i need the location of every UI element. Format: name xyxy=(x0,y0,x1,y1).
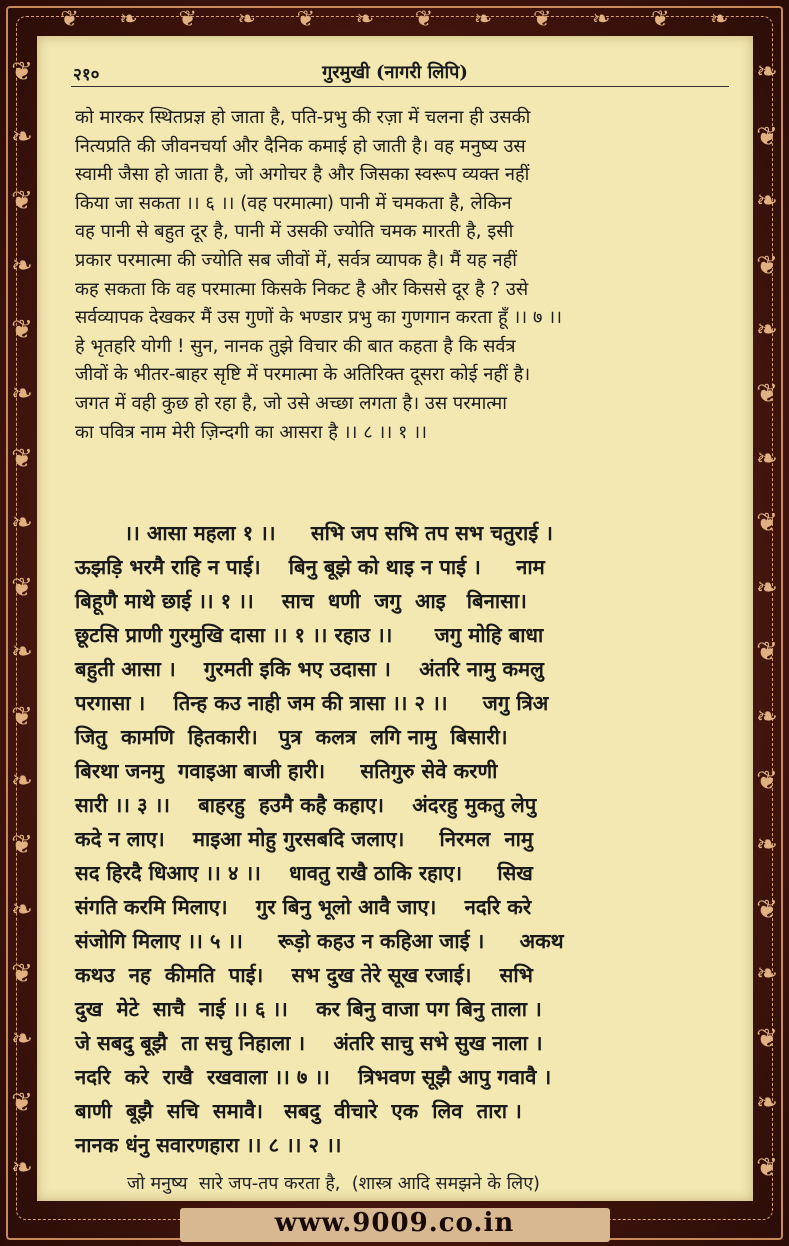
verse-line: बहुती आसा । गुरमती इकि भए उदासा । अंतरि नामु कमलु xyxy=(75,657,544,681)
verse-line: ।। आसा महला १ ।। सभि जप सभि तप सभ चतुराई । xyxy=(75,521,553,545)
scroll-ornament-icon: ❦ xyxy=(756,508,778,539)
scroll-ornament-icon: ❦ xyxy=(11,443,33,474)
verse-line: कदे न लाए। माइआ मोहु गुरसबदि जलाए। निरमल नामु xyxy=(75,827,533,851)
scroll-ornament-icon: ❧ xyxy=(11,766,33,797)
scroll-ornament-icon: ❧ xyxy=(710,6,729,32)
prose-line: जीवों के भीतर-बाहर सृष्टि में परमात्मा के अतिरिक्त दूसरा कोई नहीं है। xyxy=(75,364,531,386)
prose-line: स्वामी जैसा हो जाता है, जो अगोचर है और जिसका स्वरूप व्यक्त नहीं xyxy=(75,164,530,186)
scroll-ornament-icon: ❧ xyxy=(11,1152,33,1183)
scroll-ornament-icon: ❦ xyxy=(11,1088,33,1119)
scroll-ornament-icon: ❧ xyxy=(473,6,493,32)
scroll-ornament-icon: ❧ xyxy=(756,701,778,732)
scroll-ornament-icon: ❧ xyxy=(756,1088,778,1119)
prose-line: जगत में वही कुछ हो रहा है, जो उसे अच्छा लगता है। उस परमात्मा xyxy=(75,392,507,414)
verse-line: दुख मेटे साचै नाई ।। ६ ।। कर बिनु वाजा पग बिनु ताला । xyxy=(75,997,542,1021)
verse-line: बिहूणै माथे छाई ।। १ ।। साच धणी जगु आइ बिनासा। xyxy=(75,589,527,613)
scroll-ornament-icon: ❧ xyxy=(11,508,33,539)
prose-line: कह सकता कि वह परमात्मा किसके निकट है और किससे दूर है ? उसे xyxy=(75,278,529,300)
scroll-ornament-icon: ❦ xyxy=(11,701,33,732)
scroll-ornament-icon: ❦ xyxy=(756,637,778,668)
verse-line: जितु कामणि हितकारी। पुत्र कलत्र लगि नामु बिसारी। xyxy=(75,725,508,749)
scroll-ornament-icon: ❦ xyxy=(11,830,33,861)
scroll-ornament-icon: ❦ xyxy=(756,250,778,281)
scroll-ornament-icon: ❦ xyxy=(11,186,33,217)
scripture-verse xyxy=(75,516,739,1162)
scroll-ornament-icon: ❧ xyxy=(355,6,375,32)
scroll-ornament-icon: ❧ xyxy=(119,6,138,32)
frame-left-ornaments xyxy=(8,40,36,1200)
verse-line: छूटसि प्राणी गुरमुखि दासा ।। १ ।। रहाउ ।। जगु मोहि बाधा xyxy=(75,623,544,647)
scroll-ornament-icon: ❧ xyxy=(11,250,33,281)
scroll-ornament-icon: ❧ xyxy=(756,443,778,474)
scroll-ornament-icon: ❦ xyxy=(11,959,33,990)
commentary-text xyxy=(75,104,729,447)
verse-line: सारी ।। ३ ।। बाहरहु हउमै कहै कहाए। अंदरहु मुकतु लेपु xyxy=(75,793,537,817)
verse-line: संजोगि मिलाए ।। ५ ।। रूड़ो कहउ न कहिआ जाई । अकथ xyxy=(75,929,564,953)
running-title: गुरमुखी (नागरी लिपि) xyxy=(322,62,468,83)
scroll-ornament-icon: ❦ xyxy=(756,1023,778,1054)
prose-line: को मारकर स्थितप्रज्ञ हो जाता है, पति-प्रभु की रज़ा में चलना ही उसकी xyxy=(75,107,531,128)
scroll-ornament-icon: ❧ xyxy=(756,572,778,603)
scroll-ornament-icon: ❧ xyxy=(11,894,33,925)
prose-line: किया जा सकता ।। ६ ।। (वह परमात्मा) पानी में चमकता है, लेकिन xyxy=(75,192,512,214)
scroll-ornament-icon: ❦ xyxy=(60,6,79,32)
verse-line: नानक धंनु सवारणहारा ।। ८ ।। २ ।। xyxy=(75,1133,342,1157)
frame-top-ornaments xyxy=(40,6,749,32)
prose-line: का पवित्र नाम मेरी ज़िन्दगी का आसरा है ।। ८ ।। १ ।। xyxy=(75,421,428,443)
site-url[interactable]: www.9009.co.in xyxy=(274,1208,515,1238)
scroll-ornament-icon: ❦ xyxy=(11,314,33,345)
verse-line: कथउ नह कीमति पाई। सभ दुख तेरे सूख रजाई। सभि xyxy=(75,963,533,987)
scroll-ornament-icon: ❦ xyxy=(756,379,778,410)
prose-line: नित्यप्रति की जीवनचर्या और दैनिक कमाई हो जाती है। वह मनुष्य उस xyxy=(75,135,526,157)
scroll-ornament-icon: ❦ xyxy=(178,6,197,32)
scroll-ornament-icon: ❧ xyxy=(756,830,778,861)
scroll-ornament-icon: ❦ xyxy=(756,121,778,152)
frame-right-ornaments xyxy=(753,40,781,1200)
verse-line: बाणी बूझै सचि समावै। सबदु वीचारे एक लिव तारा । xyxy=(75,1099,522,1123)
scroll-ornament-icon: ❧ xyxy=(11,121,33,152)
verse-line: जे सबदु बूझै ता सचु निहाला । अंतरि साचु सभे सुख नाला । xyxy=(75,1031,543,1055)
verse-line: संगति करमि मिलाए। गुर बिनु भूलो आवै जाए। नदरि करे xyxy=(75,895,532,919)
scroll-ornament-icon: ❦ xyxy=(296,6,316,32)
scroll-ornament-icon: ❦ xyxy=(11,57,33,88)
page-header xyxy=(37,56,753,86)
scroll-ornament-icon: ❦ xyxy=(756,894,778,925)
scroll-ornament-icon: ❧ xyxy=(11,1023,33,1054)
scroll-ornament-icon: ❧ xyxy=(756,57,778,88)
verse-line: ऊझड़ि भरमै राहि न पाई। बिनु बूझे को थाइ न पाई । नाम xyxy=(75,555,545,579)
scroll-ornament-icon: ❦ xyxy=(532,6,552,32)
scroll-ornament-icon: ❦ xyxy=(414,6,434,32)
prose-line: प्रकार परमात्मा की ज्योति सब जीवों में, सर्वत्र व्यापक है। मैं यह नहीं xyxy=(75,249,517,271)
scroll-ornament-icon: ❦ xyxy=(756,1152,778,1183)
page-number: २१० xyxy=(73,65,100,85)
book-page xyxy=(37,36,753,1201)
scroll-ornament-icon: ❧ xyxy=(756,959,778,990)
commentary-continuation: जो मनुष्य सारे जप-तप करता है, (शास्त्र आदि समझने के लिए) xyxy=(127,1173,540,1194)
prose-line: वह पानी से बहुत दूर है, पानी में उसकी ज्योति चमक मारती है, इसी xyxy=(75,221,514,243)
scroll-ornament-icon: ❧ xyxy=(11,379,33,410)
scroll-ornament-icon: ❦ xyxy=(11,572,33,603)
scroll-ornament-icon: ❧ xyxy=(237,6,256,32)
verse-line: परगासा । तिन्ह कउ नाही जम की त्रासा ।। २ ।। जगु त्रिअ xyxy=(75,691,549,715)
verse-line: सद हिरदै धिआए ।। ४ ।। धावतु राखै ठाकि रहाए। सिख xyxy=(75,861,533,885)
prose-line: सर्वव्यापक देखकर मैं उस गुणों के भण्डार प्रभु का गुणगान करता हूँ ।। ७ ।। xyxy=(75,307,562,329)
header-divider xyxy=(71,86,729,87)
scroll-ornament-icon: ❧ xyxy=(756,186,778,217)
scroll-ornament-icon: ❧ xyxy=(11,637,33,668)
scroll-ornament-icon: ❦ xyxy=(651,6,670,32)
scroll-ornament-icon: ❦ xyxy=(756,766,778,797)
scroll-ornament-icon: ❧ xyxy=(592,6,611,32)
verse-line: नदरि करे राखै रखवाला ।। ७ ।। त्रिभवण सूझै आपु गवावै । xyxy=(75,1065,552,1089)
prose-line: हे भृतहरि योगी ! सुन, नानक तुझे विचार की बात कहता है कि सर्वत्र xyxy=(75,335,516,357)
verse-line: बिरथा जनमु गवाइआ बाजी हारी। सतिगुरु सेवे करणी xyxy=(75,759,498,783)
scroll-ornament-icon: ❧ xyxy=(756,314,778,345)
